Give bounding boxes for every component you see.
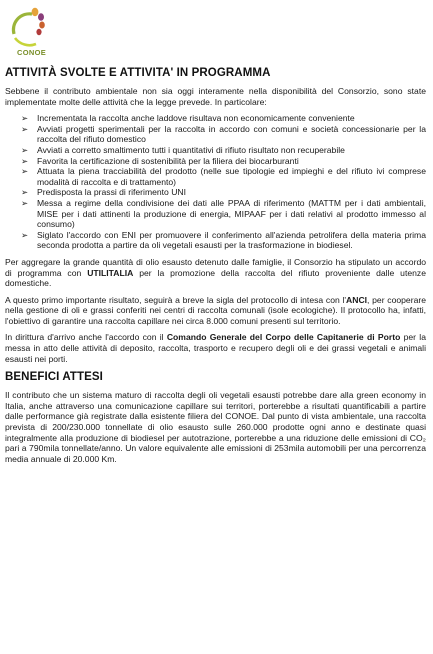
arrow-bullet-icon: ➢: [21, 229, 29, 240]
arrow-bullet-icon: ➢: [21, 113, 29, 124]
list-item: ➢ Avviati a corretto smaltimento tutti i quantitativi di rifiuto risultato non recuperabile: [21, 144, 345, 155]
benefici-paragraph: Il contributo che un sistema maturo di raccolta degli oli vegetali esausti potrebbe dare alla green economy in Italia, anche attraverso una comunicazione capillare sui territori, porterebbe a risultati quantificabili a partire dalle performance già registrate dalla esistente filiera del CONOE. Dal punto di vista ambientale, una raccolta prevista di 200/230.000 tonnellate di olio esausto sulle 260.000 prodotte ogni anno e destinate quasi integralmente alla produzione di biodiesel per autotrazione, porterebbe a una riduzione delle emissioni di CO₂ pari a 790mila tonnellate/anno. Un valore equivalente alle emissioni di 253mila automobili per una percorrenza media annuale di 20.000 Km.: [5, 390, 426, 464]
arrow-bullet-icon: ➢: [21, 166, 29, 177]
conoe-logo: [6, 4, 48, 62]
capitanerie-name: Comando Generale del Corpo delle Capitanerie di Porto: [166, 332, 401, 343]
arrow-bullet-icon: ➢: [21, 187, 29, 198]
list-item: ➢ Favorita la certificazione di sostenibilità per la filiera dei biocarburanti: [21, 155, 299, 166]
arrow-bullet-icon: ➢: [21, 144, 29, 155]
logo-text: CONOE: [17, 48, 47, 57]
intro-paragraph: Sebbene il contributo ambientale non sia oggi interamente nella disponibilità del Consorzio, sono state implementate molte delle attività che la legge prevede. In particolare:: [5, 86, 426, 107]
utilitalia-name: UTILITALIA: [87, 267, 134, 278]
section-title-benefici: BENEFICI ATTESI: [5, 371, 103, 384]
arrow-bullet-icon: ➢: [21, 197, 29, 208]
anci-paragraph: A questo primo importante risultato, seguirà a breve la sigla del protocollo di intesa con l'ANCI, per cooperare nella gestione di oli e grassi conferiti nei centri di raccolta comunali (isole ecologiche). Il protocollo ha, infatti, l'obiettivo di garantire una raccolta capillare nei circa 8.000 comuni presenti sul territorio.: [5, 294, 426, 326]
document-body: [5, 66, 426, 470]
activities-list: [5, 113, 426, 251]
list-item: ➢ Attuata la piena tracciabilità del prodotto (nelle sue tipologie ed impieghi e del rifiuto ivi comprese modalità di raccolta e di trattamento): [21, 166, 426, 187]
anci-name: ANCI: [346, 294, 368, 305]
arrow-bullet-icon: ➢: [21, 123, 29, 134]
list-item: ➢ Siglato l'accordo con ENI per promuovere il conferimento all'azienda petrolifera della materia prima seconda prodotta a partire da oli vegetali esausti per la trasformazione in biodiesel.: [21, 229, 426, 251]
arrow-bullet-icon: ➢: [21, 155, 29, 166]
section-title-programma: ATTIVITÀ SVOLTE E ATTIVITA' IN PROGRAMMA: [5, 67, 271, 79]
capitanerie-paragraph: In dirittura d'arrivo anche l'accordo con il Comando Generale del Corpo delle Capitanerie di Porto per la messa in atto delle attività di deposito, raccolta, trasporto e recupero degli oli e dei grassi vegetali e animali esausti nei porti.: [5, 332, 426, 364]
utilitalia-paragraph: Per aggregare la grande quantità di olio esausto detenuto dalle famiglie, il Consorzio ha stipulato un accordo di programma con UTILITALIA per la promozione della raccolta del rifiuto proveniente dalle utenze domestiche.: [5, 256, 426, 289]
logo-drops-icon: [6, 4, 48, 50]
list-item: ➢ Predisposta la prassi di riferimento UNI: [21, 187, 187, 198]
list-item: ➢ Incrementata la raccolta anche laddove risultava non economicamente conveniente: [21, 113, 355, 124]
list-item: ➢ Messa a regime della condivisione dei dati alle PPAA di riferimento (MATTM per i dati ambientali, MISE per i dati attinenti la produzione di energia, MIPAAF per i dati relativi al prodotto immesso al consumo): [21, 197, 426, 230]
list-item: ➢ Avviati progetti sperimentali per la raccolta in accordo con comuni e società concessionarie per la raccolta del rifiuto domestico: [21, 123, 426, 145]
